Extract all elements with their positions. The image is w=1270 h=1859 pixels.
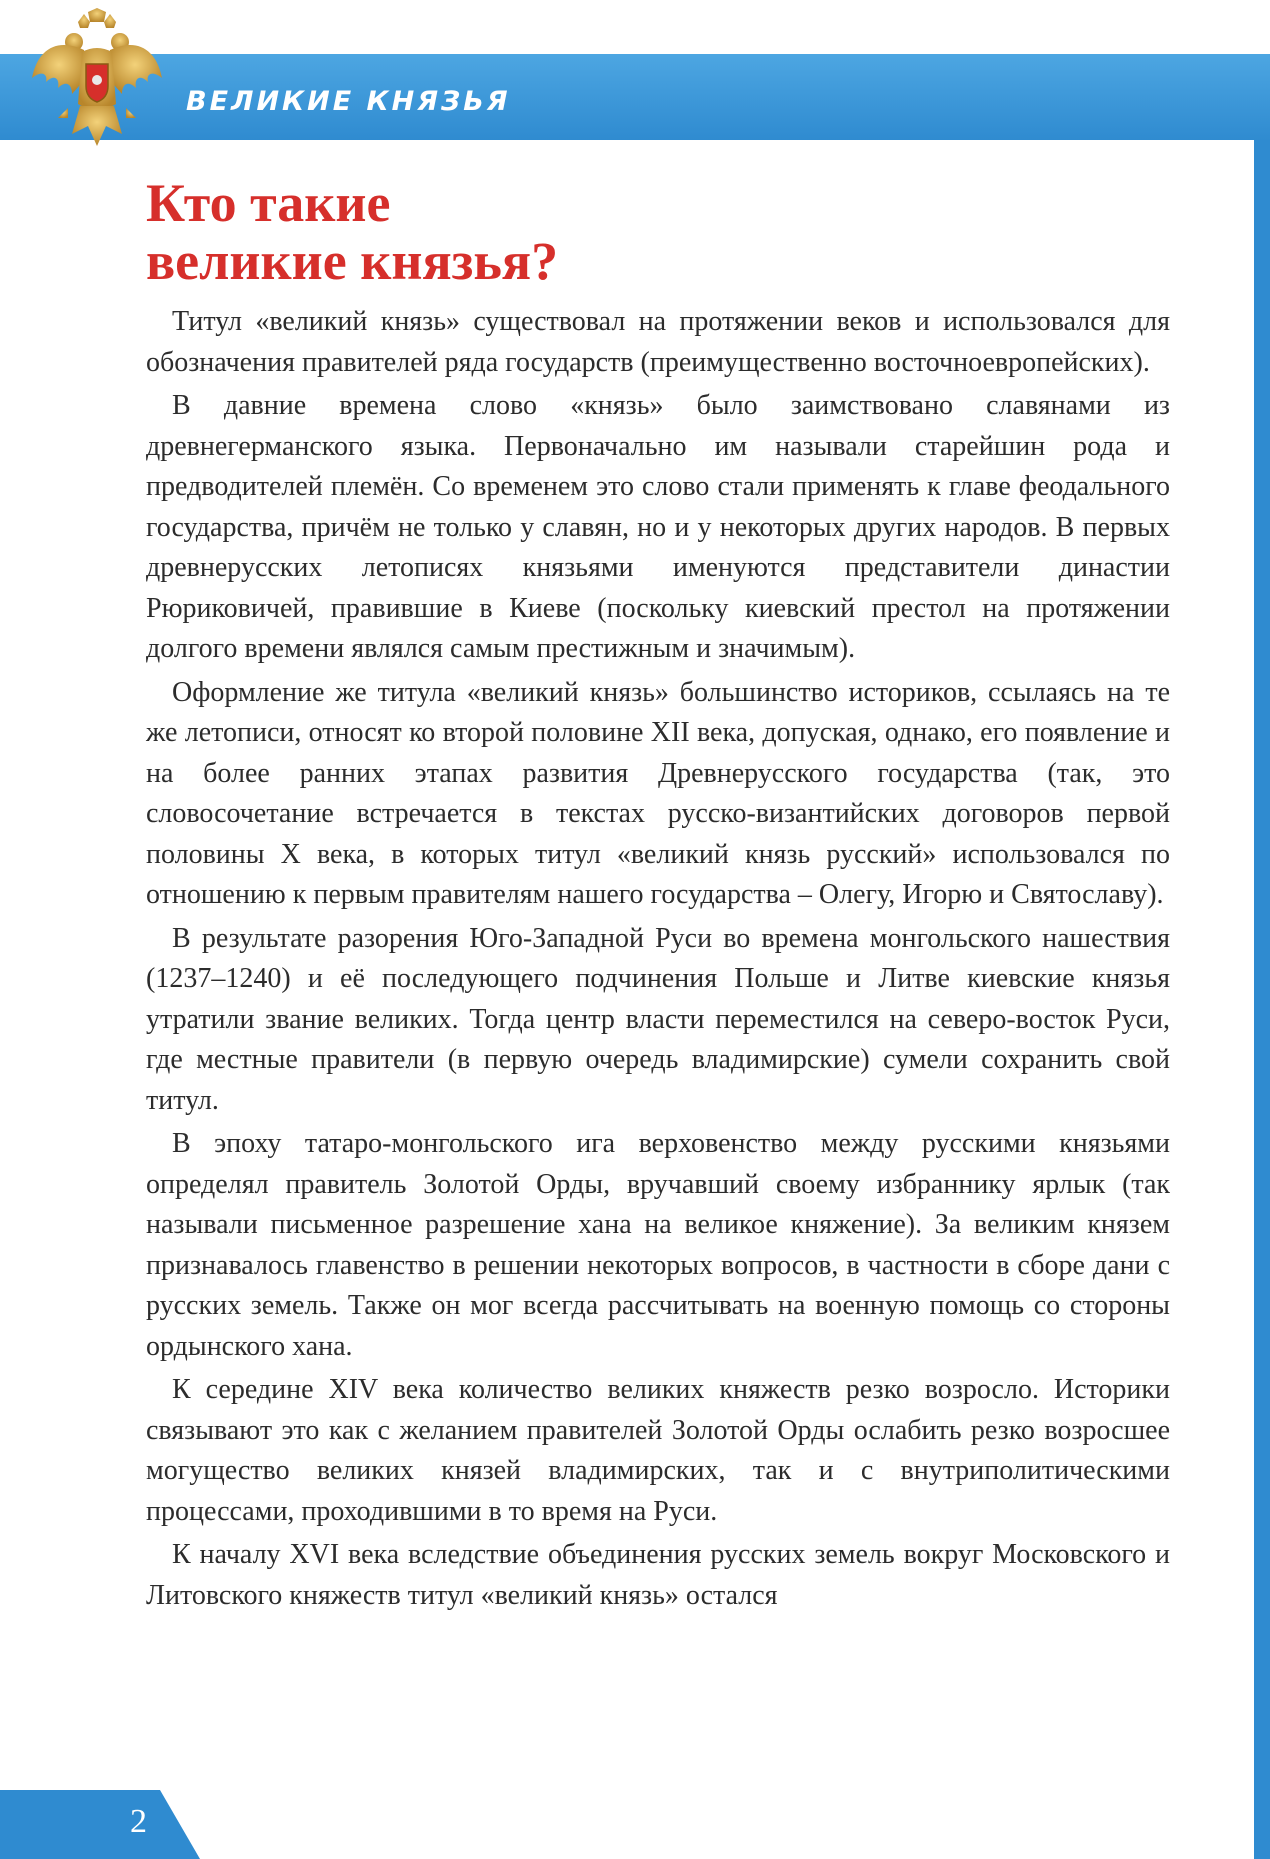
right-edge-stripe xyxy=(1254,140,1270,1859)
page-title-line1: Кто такие xyxy=(146,173,391,233)
paragraph: В давние времена слово «князь» было заимствовано славянами из древнегерманского языка. Первоначально им называли старейшин рода и предводителей племён. Со временем это слово стали применять к главе феодального государства, причём не только у славян, но и у некоторых других народов. В первых древнерусских летописях князьями именуются представители династии Рюриковичей, правившие в Киеве (поскольку киевский престол на протяжении долгого времени являлся самым престижным и значимым). xyxy=(146,390,1170,664)
page-title-line2: великие князья? xyxy=(146,231,559,291)
paragraph: Титул «великий князь» существовал на протяжении веков и использовался для обозначения правителей ряда государств (преимущественно восточноевропейских). xyxy=(146,306,1170,378)
paragraph: В результате разорения Юго-Западной Руси во времена монгольского нашествия (1237–1240) и её последующего подчинения Польше и Литве киевские князья утратили звание великих. Тогда центр власти переместился на северо-восток Руси, где местные правители (в первую очередь владимирские) сумели сохранить свой титул. xyxy=(146,922,1170,1116)
paragraph: К началу XVI века вследствие объединения русских земель вокруг Московского и Литовского княжеств титул «великий князь» остался xyxy=(146,1539,1170,1611)
article-body xyxy=(146,302,1170,1619)
paragraph: Оформление же титула «великий князь» большинство историков, ссылаясь на те же летописи, относят ко второй половине XII века, допуская, однако, его появление и на более ранних этапах развития Древнерусского государства (так, это словосочетание встречается в текстах русско-византийских договоров первой половины X века, в которых титул «великий князь русский» использовался по отношению к первым правителям нашего государства – Олегу, Игорю и Святославу). xyxy=(146,676,1170,910)
page-title xyxy=(146,174,1046,290)
paragraph: К середине XIV века количество великих княжеств резко возросло. Историки связывают это как с желанием правителей Золотой Орды ослабить резко возросшее могущество великих князей владимирских, так и с внутриполитическими процессами, проходившими в то время на Руси. xyxy=(146,1374,1170,1527)
paragraph: В эпоху татаро-монгольского ига верховенство между русскими князьями определял правитель Золотой Орды, вручавший своему избраннику ярлык (так называли письменное разрешение хана на великое княжение). За великим князем признавалось главенство в решении некоторых вопросов, в частности в сборе дани с русских земель. Также он мог всегда рассчитывать на военную помощь со стороны ордынского хана. xyxy=(146,1128,1170,1362)
section-label: ВЕЛИКИЕ КНЯЗЬЯ xyxy=(186,86,511,117)
page-number-tab xyxy=(0,1790,200,1859)
header-band xyxy=(0,0,1270,140)
header-white-strip xyxy=(0,0,1270,54)
page-number: 2 xyxy=(130,1803,147,1840)
double-headed-eagle-icon xyxy=(28,8,166,158)
